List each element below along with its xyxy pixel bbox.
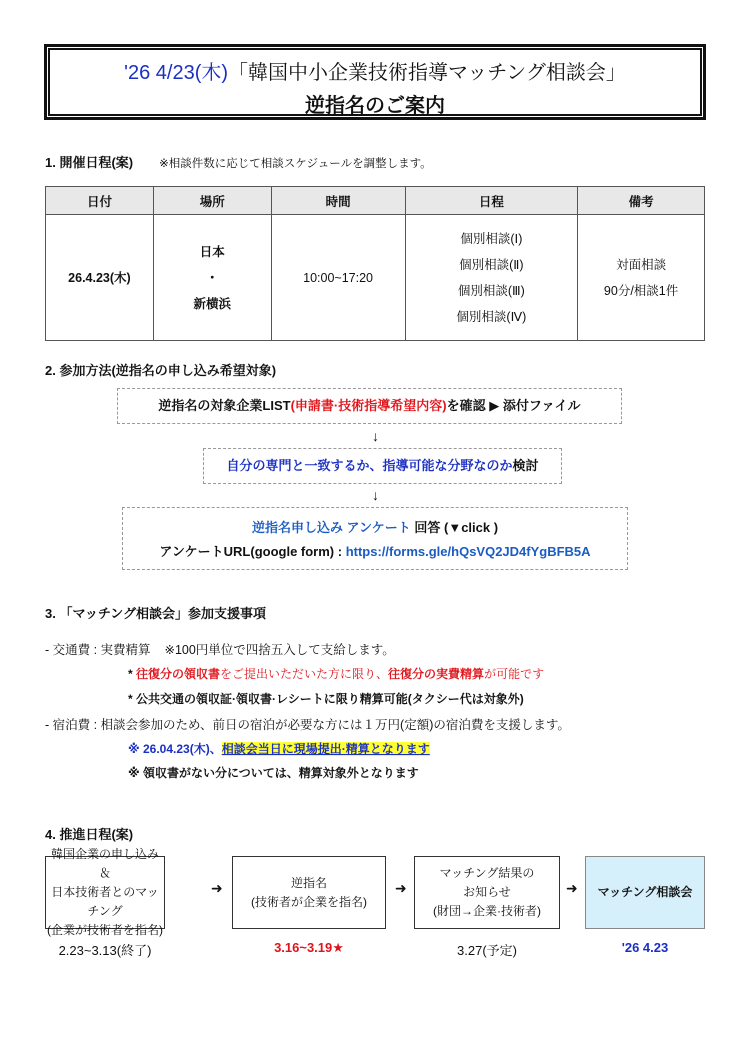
section1-heading <box>45 152 432 171</box>
place-line: 日本 <box>199 244 225 259</box>
transport-line <box>45 640 395 658</box>
right-arrow-icon: ➜ <box>566 880 578 896</box>
schedule-line: 個別相談(Ⅲ) <box>457 283 525 298</box>
schedule-line: 個別相談(Ⅰ) <box>460 231 523 246</box>
step2-text: 自分の専門と一致するか、指導可能な分野なのか <box>226 458 513 473</box>
star: * <box>128 667 137 681</box>
section3-heading: 3. 「マッチング相談会」参加支援事項 <box>45 606 267 621</box>
step2-action: 検討 <box>512 458 539 473</box>
transport-label: - 交通費 : 実費精算 <box>45 643 151 657</box>
header-remarks: 備考 <box>578 187 705 215</box>
cell-date: 26.4.23(木) <box>46 215 154 341</box>
lodging-note-2: ※ 領収書がない分については、精算対象外となります <box>128 766 419 780</box>
place-line: 新横浜 <box>193 296 232 311</box>
step-line: マッチング相談会 <box>597 885 693 899</box>
step-line: (財団→企業·技術者) <box>433 904 541 918</box>
cell-time: 10:00~17:20 <box>271 215 405 341</box>
timeline-date-1: 2.23~3.13(終了) <box>58 943 152 958</box>
cell-place <box>153 215 271 341</box>
down-arrow-icon: ↓ <box>372 428 379 444</box>
schedule-line: 個別相談(Ⅱ) <box>459 257 524 272</box>
lodging-line: - 宿泊費 : 相談会参加のため、前日の宿泊が必要な方には１万円(定額)の宿泊費を支援します。 <box>45 718 570 732</box>
title-subtitle: 逆指名のご案内 <box>305 95 445 117</box>
header-schedule: 日程 <box>405 187 578 215</box>
remarks-line: 90分/相談1件 <box>603 283 679 298</box>
step-line: マッチング結果の <box>439 866 535 880</box>
transport-note-1 <box>128 665 544 682</box>
timeline-step-1 <box>45 847 165 937</box>
step-line: (技術者が企業を指名) <box>251 894 367 909</box>
down-arrow-icon: ↓ <box>372 487 379 503</box>
step-line: 韓国企業の申し込み＆ <box>50 847 159 880</box>
remarks-line: 対面相談 <box>616 257 667 272</box>
lodging-date: ※ 26.04.23(木)、 <box>128 742 222 756</box>
title-date: '26 4/23(木) <box>124 62 229 84</box>
n1b: をご提出いただいた方に限り、 <box>220 667 389 681</box>
flow-step-3 <box>122 507 628 570</box>
n1a: 往復分の領収書 <box>136 667 221 681</box>
timeline-step-4 <box>585 856 705 929</box>
flow-step-2 <box>203 448 562 484</box>
place-line: ・ <box>206 270 219 285</box>
table-header-row <box>46 187 705 215</box>
right-arrow-icon: ➜ <box>395 880 407 896</box>
section1-note: ※相談件数に応じて相談スケジュールを調整します。 <box>159 158 432 170</box>
cell-remarks <box>578 215 705 341</box>
title-event: 「韓国中小企業技術指導マッチング相談会」 <box>228 62 626 84</box>
survey-link[interactable]: https://forms.gle/hQsVQ2JD4fYgBFB5A <box>345 544 591 559</box>
step1-text: 逆指名の対象企業LIST <box>158 398 291 413</box>
transport-note: ※100円単位で四捨五入して支給します。 <box>164 643 395 657</box>
step1-attachment: を確認 ▶ 添付ファイル <box>446 398 581 413</box>
table-row <box>46 215 705 341</box>
section1-title: 1. 開催日程(案) <box>45 155 134 170</box>
survey-url-label: アンケートURL(google form) : <box>159 544 346 559</box>
title-box <box>45 45 705 119</box>
timeline-date-3: 3.27(予定) <box>457 943 517 958</box>
timeline-date-2: 3.16~3.19★ <box>274 940 344 955</box>
header-date: 日付 <box>46 187 154 215</box>
schedule-table <box>45 186 705 341</box>
step-line: 日本技術者とのマッチング <box>51 885 159 918</box>
step1-highlight: (申請書·技術指導希望内容) <box>290 398 447 413</box>
cell-schedule <box>405 215 578 341</box>
lodging-highlight: 相談会当日に現場提出·精算となります <box>221 742 430 756</box>
schedule-line: 個別相談(Ⅳ) <box>456 309 527 324</box>
timeline-step-2 <box>232 856 386 929</box>
section2-heading: 2. 参加方法(逆指名の申し込み希望対象) <box>45 363 277 378</box>
step-line: (企業が技術者を指名) <box>47 923 163 937</box>
n1c: 往復分の実費精算 <box>388 667 485 681</box>
transport-note-2: * 公共交通の領収証·領収書·レシートに限り精算可能(タクシー代は対象外) <box>128 692 524 706</box>
survey-click: 回答 (▼click ) <box>410 520 499 535</box>
section4-heading: 4. 推進日程(案) <box>45 827 134 842</box>
timeline-date-4: '26 4.23 <box>621 940 669 955</box>
flow-step-1 <box>117 388 622 424</box>
step-line: お知らせ <box>463 885 511 899</box>
survey-label: 逆指名申し込み アンケート <box>251 520 411 535</box>
lodging-note-1 <box>128 740 430 757</box>
header-place: 場所 <box>153 187 271 215</box>
right-arrow-icon: ➜ <box>211 880 223 896</box>
timeline-step-3 <box>414 856 560 929</box>
n1d: が可能です <box>484 667 545 681</box>
step-line: 逆指名 <box>290 875 327 890</box>
header-time: 時間 <box>271 187 405 215</box>
